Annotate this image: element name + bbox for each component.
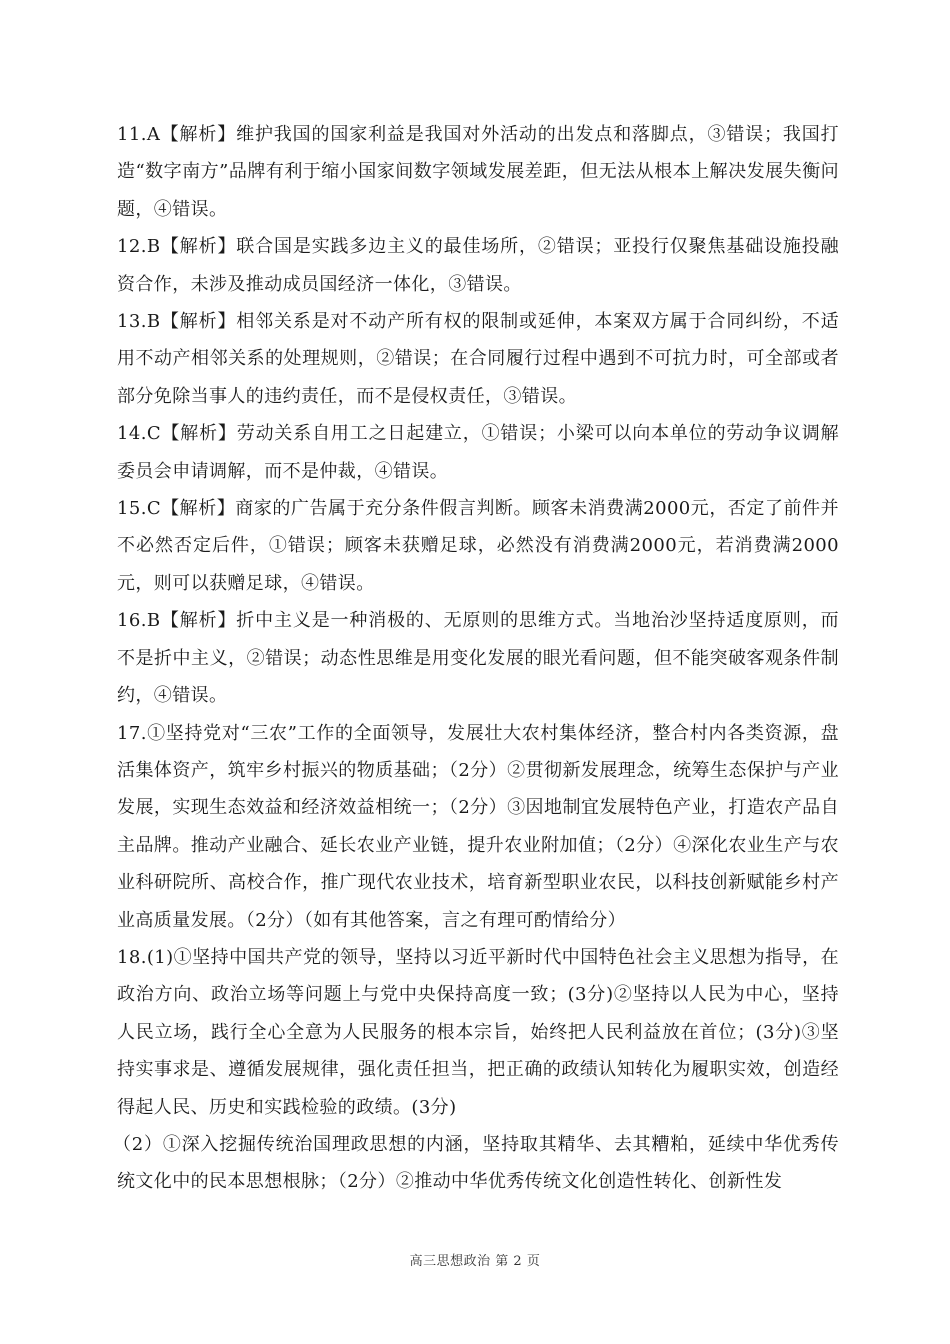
page-footer: 高三思想政治 第 2 页 bbox=[409, 1254, 541, 1269]
answer-paragraph-16: 16.B【解析】折中主义是一种消极的、无原则的思维方式。当地治沙坚持适度原则，而不是折中主义，②错误；动态性思维是用变化发展的眼光看问题，但不能突破客观条件制约，④错误。 bbox=[117, 610, 839, 707]
answer-paragraph-15: 15.C【解析】商家的广告属于充分条件假言判断。顾客未消费满2000元，否定了前件并不必然否定后件，①错误；顾客未获赠足球，必然没有消费满2000元，若消费满2000元，则可以获赠足球，④错误。 bbox=[117, 498, 839, 594]
answer-paragraph-12: 12.B【解析】联合国是实践多边主义的最佳场所，②错误；亚投行仅聚焦基础设施投融资合作，未涉及推动成员国经济一体化，③错误。 bbox=[117, 236, 839, 295]
answer-paragraph-11: 11.A【解析】维护我国的国家利益是我国对外活动的出发点和落脚点，③错误；我国打造“数字南方”品牌有利于缩小国家间数字领域发展差距，但无法从根本上解决发展失衡问题，④错误。 bbox=[117, 124, 839, 220]
answer-paragraph-13: 13.B【解析】相邻关系是对不动产所有权的限制或延伸，本案双方属于合同纠纷，不适用不动产相邻关系的处理规则，②错误；在合同履行过程中遇到不可抗力时，可全部或者部分免除当事人的违约责任，而不是侵权责任，③错误。 bbox=[117, 311, 839, 407]
answer-paragraph-14: 14.C【解析】劳动关系自用工之日起建立，①错误；小梁可以向本单位的劳动争议调解委员会申请调解，而不是仲裁，④错误。 bbox=[117, 423, 839, 482]
answer-paragraph-18-2: （2）①深入挖掘传统治国理政思想的内涵，坚持取其精华、去其糟粕，延续中华优秀传统文化中的民本思想根脉；（2分）②推动中华优秀传统文化创造性转化、创新性发 bbox=[113, 1133, 839, 1193]
answer-paragraph-18-1: 18.(1)①坚持中国共产党的领导，坚持以习近平新时代中国特色社会主义思想为指导，在政治方向、政治立场等问题上与党中央保持高度一致；(3分)②坚持以人民为中心，坚持人民立场，践行全心全意为人民服务的根本宗旨，始终把人民利益放在首位；(3分)③坚持实事求是、遵循发展规律，强化责任担当，把正确的政绩认知转化为履职实效，创造经得起人民、历史和实践检验的政绩。(3分) bbox=[117, 946, 839, 1118]
answer-content bbox=[113, 116, 839, 1201]
answer-paragraph-17: 17.①坚持党对“三农”工作的全面领导，发展壮大农村集体经济，整合村内各类资源，盘活集体资产，筑牢乡村振兴的物质基础；（2分）②贯彻新发展理念，统筹生态保护与产业发展，实现生态效益和经济效益相统一；（2分）③因地制宜发展特色产业，打造农产品自主品牌。推动产业融合、延长农业产业链，提升农业附加值；（2分）④深化农业生产与农业科研院所、高校合作，推广现代农业技术，培育新型职业农民，以科技创新赋能乡村产业高质量发展。（2分）（如有其他答案，言之有理可酌情给分） bbox=[117, 722, 839, 931]
